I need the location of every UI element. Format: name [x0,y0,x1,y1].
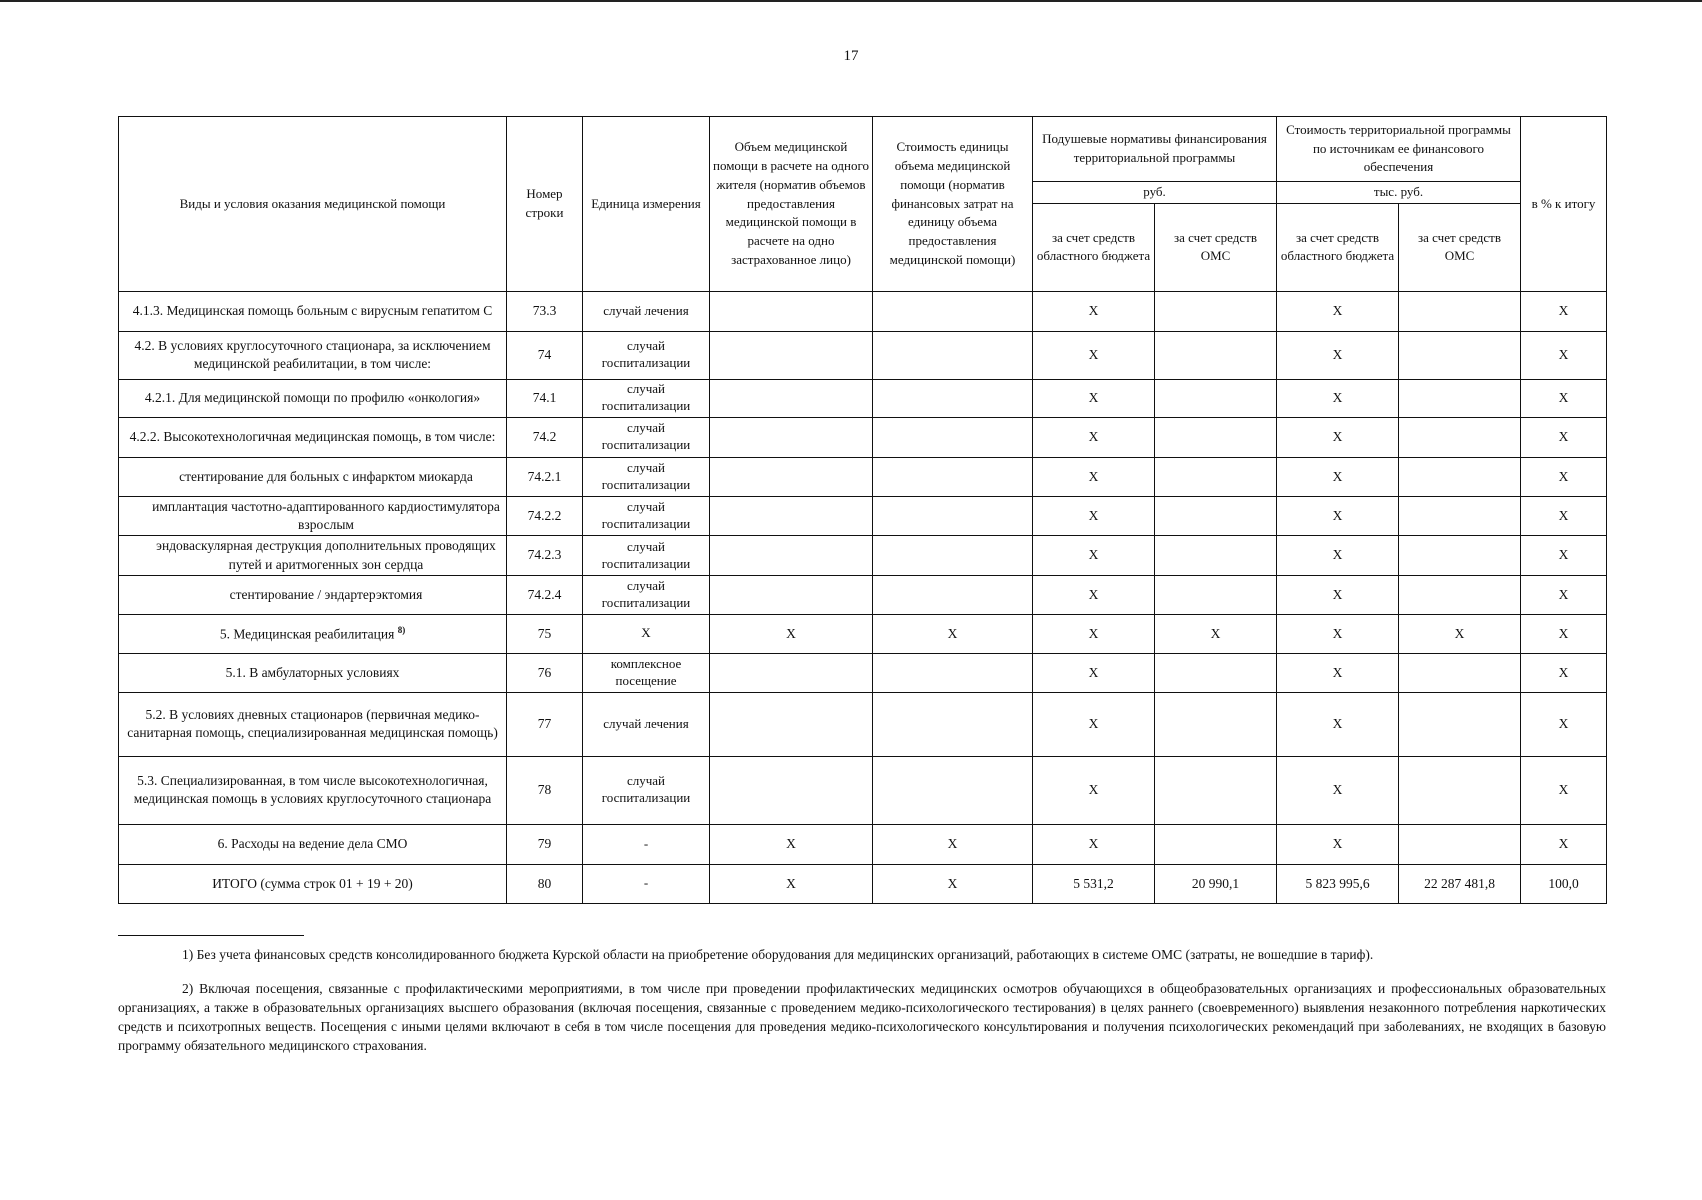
row-cost-budget: X [1277,417,1399,457]
row-volume: X [710,824,873,864]
row-percent: X [1521,653,1607,692]
row-norm-oms [1155,457,1277,496]
row-cost-budget: X [1277,653,1399,692]
row-number: 74.1 [507,379,583,417]
row-unit: - [583,824,710,864]
row-cost [873,756,1033,824]
row-percent: 100,0 [1521,864,1607,903]
row-norm-budget: X [1033,379,1155,417]
row-number: 78 [507,756,583,824]
row-norm-budget: X [1033,824,1155,864]
row-unit: случай госпитализации [583,756,710,824]
header-percent: в % к итогу [1521,117,1607,292]
row-norm-budget: X [1033,653,1155,692]
row-percent: X [1521,457,1607,496]
table-body [119,291,1607,903]
table-row [119,756,1607,824]
header-cost-budget: за счет средств областного бюджета [1277,203,1399,291]
row-percent: X [1521,417,1607,457]
row-cost-budget: X [1277,291,1399,331]
row-cost-oms [1399,496,1521,535]
row-unit: случай госпитализации [583,575,710,614]
row-norm-oms [1155,331,1277,379]
row-norm-budget: X [1033,331,1155,379]
row-cost [873,379,1033,417]
row-unit: случай лечения [583,291,710,331]
row-norm-budget: X [1033,575,1155,614]
row-unit: случай лечения [583,692,710,756]
row-cost-budget: 5 823 995,6 [1277,864,1399,903]
row-name: стентирование для больных с инфарктом миокарда [119,457,507,496]
row-cost-budget: X [1277,756,1399,824]
row-cost-oms [1399,756,1521,824]
row-norm-oms [1155,692,1277,756]
row-cost-oms [1399,417,1521,457]
row-cost-budget: X [1277,824,1399,864]
table-row [119,536,1607,575]
row-name: имплантация частотно-адаптированного кардиостимулятора взрослым [119,496,507,535]
row-cost: X [873,824,1033,864]
row-norm-budget: X [1033,614,1155,653]
row-volume: X [710,864,873,903]
table-row [119,379,1607,417]
row-volume [710,756,873,824]
row-number: 74 [507,331,583,379]
row-cost-budget: X [1277,331,1399,379]
row-cost [873,457,1033,496]
row-volume [710,457,873,496]
row-cost: X [873,864,1033,903]
row-cost-budget: X [1277,379,1399,417]
row-unit: случай госпитализации [583,379,710,417]
header-norm-oms: за счет средств ОМС [1155,203,1277,291]
row-percent: X [1521,331,1607,379]
row-norm-oms [1155,536,1277,575]
row-unit: случай госпитализации [583,536,710,575]
row-name: 6. Расходы на ведение дела СМО [119,824,507,864]
row-cost [873,496,1033,535]
row-number: 74.2.3 [507,536,583,575]
row-name: 4.2.2. Высокотехнологичная медицинская помощь, в том числе: [119,417,507,457]
footnote-separator [118,935,304,936]
row-name: 5.3. Специализированная, в том числе высокотехнологичная, медицинская помощь в условиях круглосуточного стационара [119,756,507,824]
row-volume [710,575,873,614]
footnote-2: 2) Включая посещения, связанные с профилактическими мероприятиями, в том числе при проведении профилактических медицинских осмотров обучающихся в общеобразовательных организациях и профессиональных образовательных организациях, а также в образовательных организациях высшего образования (включая посещения, связанные с проведением медико-психологического тестирования) в целях раннего (своевременного) выявления незаконного потребления наркотических средств и психотропных веществ. Посещения с иными целями включают в себя в том числе посещения для проведения медико-психологического консультирования и получения психологических рекомендаций при заболеваниях, не входящих в базовую программу обязательного медицинского страхования. [118,981,1606,1054]
row-volume [710,379,873,417]
table-row [119,653,1607,692]
header-cost-oms: за счет средств ОМС [1399,203,1521,291]
row-unit: случай госпитализации [583,457,710,496]
row-cost-oms [1399,692,1521,756]
table-row [119,331,1607,379]
page-top-border [0,0,1702,2]
row-norm-budget: X [1033,692,1155,756]
header-row-number: Номер строки [507,117,583,292]
row-cost-oms [1399,575,1521,614]
table-row-total [119,864,1607,903]
table-row [119,291,1607,331]
row-number: 74.2.2 [507,496,583,535]
row-cost-oms: 22 287 481,8 [1399,864,1521,903]
row-number: 75 [507,614,583,653]
row-percent: X [1521,756,1607,824]
row-number: 80 [507,864,583,903]
row-cost-oms [1399,457,1521,496]
financing-table [118,116,1607,904]
row-percent: X [1521,291,1607,331]
row-norm-oms [1155,291,1277,331]
row-norm-budget: X [1033,536,1155,575]
footnote-1: 1) Без учета финансовых средств консолидированного бюджета Курской области на приобретение оборудования для медицинских организаций, работающих в системе ОМС (затраты, не вошедшие в тариф). [182,947,1374,962]
row-cost [873,692,1033,756]
row-norm-budget: X [1033,417,1155,457]
row-norm-oms [1155,756,1277,824]
row-norm-budget: 5 531,2 [1033,864,1155,903]
row-name: стентирование / эндартерэктомия [119,575,507,614]
header-norm-budget: за счет средств областного бюджета [1033,203,1155,291]
table-row [119,457,1607,496]
row-cost-oms [1399,824,1521,864]
row-cost-oms [1399,291,1521,331]
table-header [119,117,1607,292]
row-number: 76 [507,653,583,692]
row-cost-budget: X [1277,536,1399,575]
row-unit: X [583,614,710,653]
header-unit-cost: Стоимость единицы объема медицинской помощи (норматив финансовых затрат на единицу объема предоставления медицинской помощи) [873,117,1033,292]
row-norm-oms: X [1155,614,1277,653]
row-unit: комплексное посещение [583,653,710,692]
row-cost-oms [1399,331,1521,379]
header-name: Виды и условия оказания медицинской помощи [119,117,507,292]
header-norms-unit: руб. [1033,182,1277,204]
row-norm-budget: X [1033,496,1155,535]
row-name: 4.1.3. Медицинская помощь больным с вирусным гепатитом С [119,291,507,331]
row-cost-budget: X [1277,692,1399,756]
row-percent: X [1521,575,1607,614]
row-norm-oms [1155,824,1277,864]
row-number: 73.3 [507,291,583,331]
row-volume [710,653,873,692]
row-number: 79 [507,824,583,864]
table-row [119,824,1607,864]
row-cost-budget: X [1277,496,1399,535]
row-name [119,614,507,653]
row-number: 74.2.4 [507,575,583,614]
row-norm-oms [1155,575,1277,614]
row-cost [873,653,1033,692]
row-name: 4.2. В условиях круглосуточного стационара, за исключением медицинской реабилитации, в том числе: [119,331,507,379]
row-norm-oms [1155,496,1277,535]
header-cost-unit: тыс. руб. [1277,182,1521,204]
header-per-capita-norms: Подушевые нормативы финансирования территориальной программы [1033,117,1277,182]
row-percent: X [1521,379,1607,417]
row-name-text: 5. Медицинская реабилитация [219,626,395,642]
row-volume [710,331,873,379]
row-cost-budget: X [1277,457,1399,496]
row-cost [873,291,1033,331]
row-norm-oms [1155,379,1277,417]
row-norm-budget: X [1033,756,1155,824]
row-unit: - [583,864,710,903]
row-number: 74.2.1 [507,457,583,496]
row-norm-oms [1155,653,1277,692]
row-volume: X [710,614,873,653]
row-volume [710,417,873,457]
table-row [119,692,1607,756]
table-row [119,575,1607,614]
row-name: ИТОГО (сумма строк 01 + 19 + 20) [119,864,507,903]
row-norm-oms: 20 990,1 [1155,864,1277,903]
row-unit: случай госпитализации [583,331,710,379]
header-program-cost: Стоимость территориальной программы по источникам ее финансового обеспечения [1277,117,1521,182]
row-volume [710,291,873,331]
row-percent: X [1521,536,1607,575]
row-name: эндоваскулярная деструкция дополнительных проводящих путей и аритмогенных зон сердца [119,536,507,575]
row-percent: X [1521,614,1607,653]
row-number: 77 [507,692,583,756]
row-unit: случай госпитализации [583,417,710,457]
row-cost-budget: X [1277,614,1399,653]
row-norm-budget: X [1033,291,1155,331]
row-cost-oms [1399,379,1521,417]
row-cost [873,331,1033,379]
row-cost-oms: X [1399,614,1521,653]
row-cost [873,575,1033,614]
row-percent: X [1521,824,1607,864]
row-percent: X [1521,496,1607,535]
row-cost: X [873,614,1033,653]
row-name: 4.2.1. Для медицинской помощи по профилю «онкология» [119,379,507,417]
row-cost-oms [1399,653,1521,692]
table-row [119,614,1607,653]
header-volume: Объем медицинской помощи в расчете на одного жителя (норматив объемов предоставления медицинской помощи в расчете на одно застрахованное лицо) [710,117,873,292]
row-number: 74.2 [507,417,583,457]
row-name: 5.1. В амбулаторных условиях [119,653,507,692]
row-norm-oms [1155,417,1277,457]
row-volume [710,496,873,535]
row-percent: X [1521,692,1607,756]
row-unit: случай госпитализации [583,496,710,535]
row-volume [710,692,873,756]
table-row [119,496,1607,535]
footnote-ref: 8) [397,624,406,635]
page-number: 17 [843,48,859,64]
row-cost [873,536,1033,575]
row-cost [873,417,1033,457]
row-cost-oms [1399,536,1521,575]
row-volume [710,536,873,575]
row-norm-budget: X [1033,457,1155,496]
row-name: 5.2. В условиях дневных стационаров (первичная медико-санитарная помощь, специализированная медицинская помощь) [119,692,507,756]
header-unit: Единица измерения [583,117,710,292]
row-cost-budget: X [1277,575,1399,614]
table-row [119,417,1607,457]
